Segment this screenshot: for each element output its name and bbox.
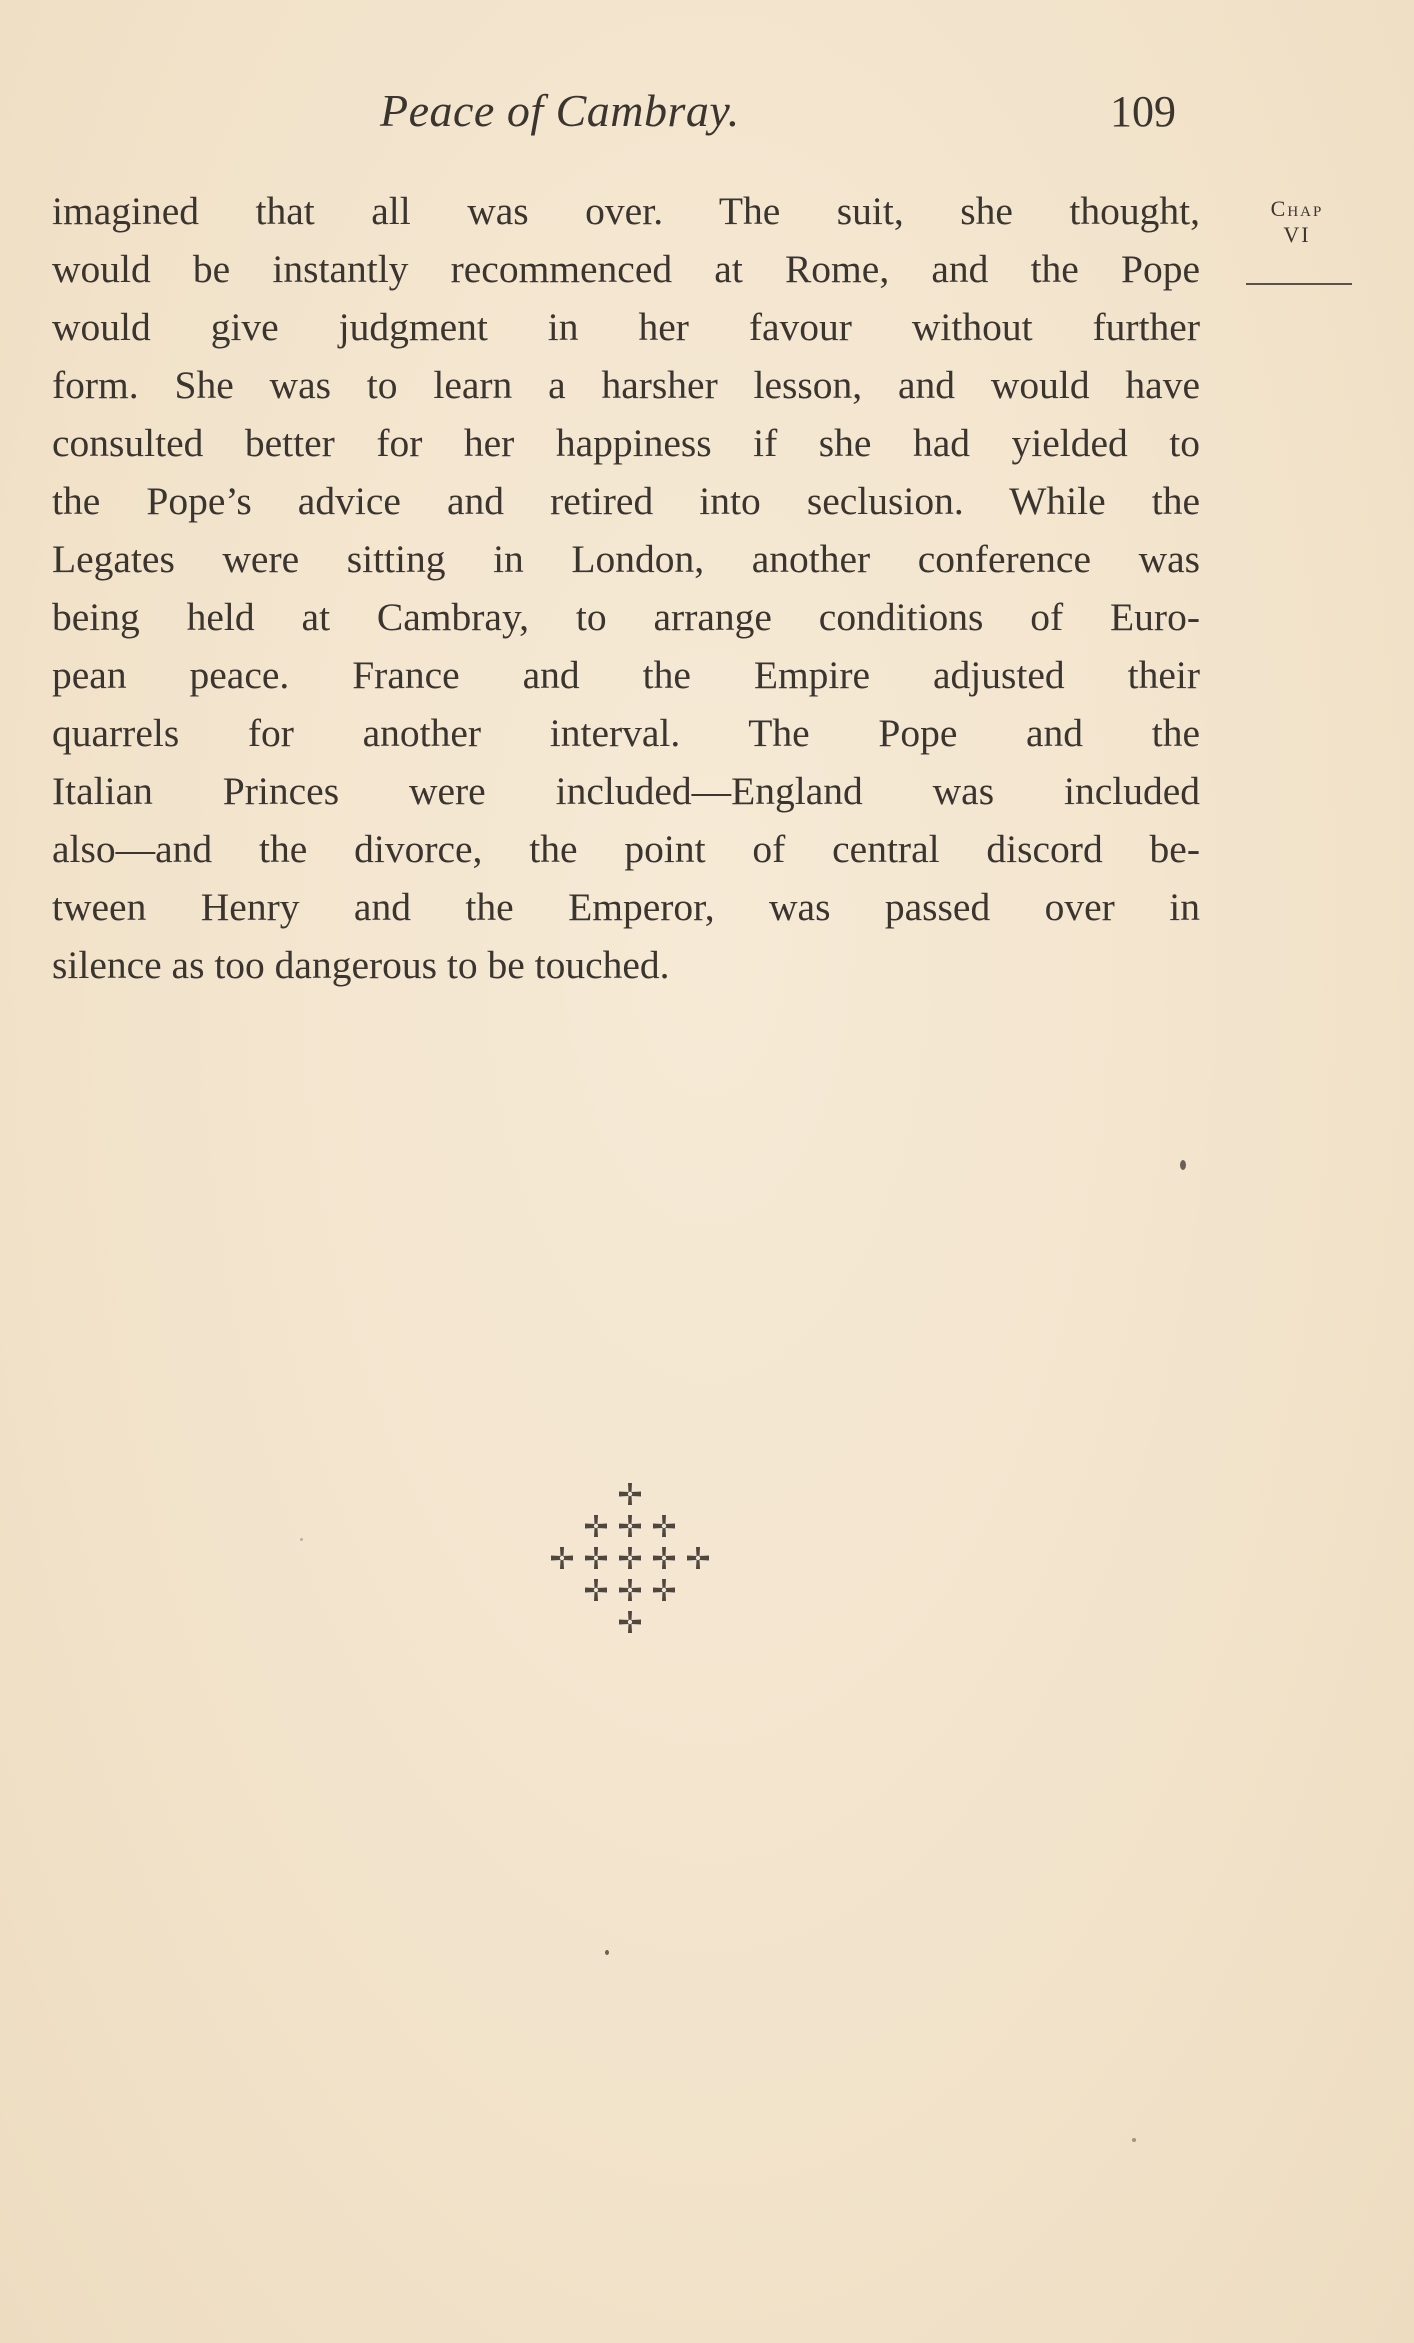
text-line: Legates were sitting in London, another conference was [52,537,1200,581]
cross-glyph-icon [585,1547,607,1569]
cross-glyph-icon [619,1547,641,1569]
cross-glyph-icon [653,1515,675,1537]
cross-glyph-icon [585,1515,607,1537]
cross-glyph-icon [619,1483,641,1505]
cross-glyph-icon [551,1547,573,1569]
cross-glyph-icon [653,1579,675,1601]
text-line: imagined that all was over. The suit, she thought, [52,189,1200,233]
text-line: would be instantly recommenced at Rome, and the Pope [52,247,1200,291]
cross-glyph-icon [585,1579,607,1601]
ink-speck [605,1950,609,1955]
cross-glyph-icon [653,1547,675,1569]
cross-glyph-icon [619,1515,641,1537]
ink-speck [1132,2138,1136,2142]
chapter-marginal-note [1242,196,1352,248]
text-line: quarrels for another interval. The Pope and the [52,711,1200,755]
text-line: tween Henry and the Emperor, was passed over in [52,885,1200,929]
text-line: Italian Princes were included—England was included [52,769,1200,813]
body-paragraph [52,182,1200,994]
ink-speck [1180,1160,1186,1170]
cross-glyph-icon [619,1611,641,1633]
chapter-number: VI [1283,222,1311,247]
text-line: being held at Cambray, to arrange conditions of Euro- [52,595,1200,639]
text-line: silence as too dangerous to be touched. [52,943,670,987]
chapter-label: Chap [1270,196,1324,221]
cross-ornament-icon [530,1470,730,1670]
text-line: also—and the divorce, the point of central discord be- [52,827,1200,871]
page-number: 109 [1110,87,1176,136]
ornament-graphic [530,1470,730,1670]
cross-glyph-icon [619,1579,641,1601]
text-line: would give judgment in her favour without further [52,305,1200,349]
margin-rule [1246,283,1352,285]
ink-speck [300,1538,303,1541]
text-line: form. She was to learn a harsher lesson, and would have [52,363,1200,407]
cross-glyph-icon [687,1547,709,1569]
text-line: the Pope’s advice and retired into seclusion. While the [52,479,1200,523]
text-line: pean peace. France and the Empire adjusted their [52,653,1200,697]
running-title: Peace of Cambray. [380,85,740,136]
text-line: consulted better for her happiness if she had yielded to [52,421,1200,465]
